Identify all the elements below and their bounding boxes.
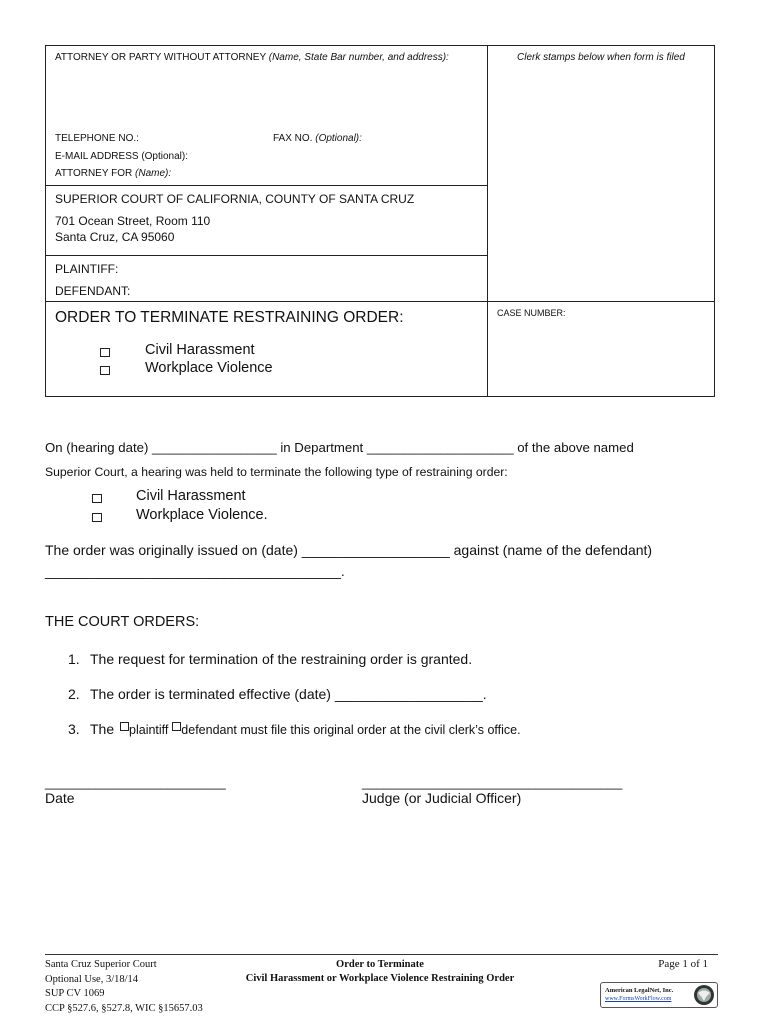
order-title: ORDER TO TERMINATE RESTRAINING ORDER: (55, 309, 404, 326)
date-signature-line[interactable]: _________________________ (45, 775, 226, 790)
divider-court (45, 185, 487, 186)
attorney-label: ATTORNEY OR PARTY WITHOUT ATTORNEY (55, 52, 266, 63)
legalnet-url[interactable]: www.FormsWorkFlow.com (605, 996, 672, 1002)
type-civil-harassment-checkbox[interactable] (92, 494, 102, 503)
email-field[interactable]: E-MAIL ADDRESS (Optional): (55, 151, 189, 162)
fax-label: FAX NO. (273, 133, 313, 144)
attorney-field[interactable] (55, 52, 449, 63)
option-civil-harassment[interactable] (100, 344, 110, 362)
hearing-line-2: Superior Court, a hearing was held to terminate the following type of restraining order: (45, 465, 508, 479)
option-civil-harassment-label: Civil Harassment (145, 342, 255, 358)
issued-line-2[interactable]: ______________________________________. (45, 563, 345, 579)
type-workplace-violence[interactable] (92, 509, 102, 527)
plaintiff-field[interactable]: PLAINTIFF: (55, 262, 119, 276)
hearing-line[interactable]: On (hearing date) _________________ in Department ____________________ of the above named (45, 440, 634, 455)
court-address-line1: 701 Ocean Street, Room 110 (55, 214, 211, 228)
option-workplace-violence-label: Workplace Violence (145, 360, 273, 376)
item1-text: The request for termination of the restraining order is granted. (90, 651, 473, 667)
judge-signature-line[interactable]: ____________________________________ (362, 775, 623, 790)
defendant-checkbox[interactable] (172, 722, 181, 731)
footer-form-number: SUP CV 1069 (45, 988, 105, 999)
plaintiff-checkbox[interactable] (120, 722, 129, 731)
civil-harassment-checkbox[interactable] (100, 348, 110, 357)
type-civil-harassment-label: Civil Harassment (136, 488, 246, 504)
footer-title: Order to Terminate (336, 959, 424, 970)
attorney-for-note: (Name): (135, 168, 172, 179)
caption-divider (487, 45, 488, 397)
type-civil-harassment[interactable] (92, 490, 102, 508)
footer-optional-use: Optional Use, 3/18/14 (45, 973, 139, 985)
item3-plaintiff: plaintiff (129, 723, 169, 737)
item2-number: 2. (68, 686, 80, 702)
item2-text[interactable]: The order is terminated effective (date) ___________________. (90, 686, 487, 702)
footer-rule (45, 954, 718, 955)
option-workplace-violence[interactable] (100, 362, 110, 380)
legalnet-badge[interactable] (600, 982, 718, 1008)
footer-court: Santa Cruz Superior Court (45, 959, 157, 970)
issued-line[interactable]: The order was originally issued on (date) ___________________ against (name of the defendant) (45, 542, 653, 558)
clerk-note: Clerk stamps below when form is filed (517, 52, 685, 63)
legalnet-logo-icon (693, 984, 715, 1006)
case-number-field[interactable]: CASE NUMBER: (497, 308, 566, 318)
item3-the: The (90, 721, 115, 737)
type-workplace-violence-label: Workplace Violence. (136, 507, 268, 523)
fax-field[interactable] (273, 133, 362, 144)
footer-subtitle: Civil Harassment or Workplace Violence Restraining Order (245, 973, 515, 984)
judge-label: Judge (or Judicial Officer) (362, 790, 522, 806)
item1-number: 1. (68, 651, 80, 667)
divider-title (45, 301, 715, 302)
footer-center (230, 958, 530, 986)
attorney-note: (Name, State Bar number, and address): (268, 52, 449, 63)
court-address-line2: Santa Cruz, CA 95060 (55, 230, 175, 244)
legalnet-name: American LegalNet, Inc. (605, 987, 674, 994)
item3-number: 3. (68, 721, 80, 737)
divider-parties (45, 255, 487, 256)
type-workplace-violence-checkbox[interactable] (92, 513, 102, 522)
footer-left (45, 958, 203, 1016)
workplace-violence-checkbox[interactable] (100, 366, 110, 375)
telephone-field[interactable]: TELEPHONE NO.: (55, 133, 139, 144)
court-orders-heading: THE COURT ORDERS: (45, 614, 200, 630)
footer-statutes: CCP §527.6, §527.8, WIC §15657.03 (45, 1002, 203, 1014)
attorney-for-field[interactable] (55, 168, 171, 179)
defendant-field[interactable]: DEFENDANT: (55, 284, 131, 298)
item3-text (90, 721, 521, 737)
page-number: Page 1 of 1 (658, 958, 708, 970)
court-name: SUPERIOR COURT OF CALIFORNIA, COUNTY OF SANTA CRUZ (55, 192, 415, 206)
fax-note: (Optional): (315, 133, 362, 144)
date-label: Date (45, 790, 75, 806)
attorney-for-label: ATTORNEY FOR (55, 168, 133, 179)
item3-defendant-text: defendant must file this original order at the civil clerk’s office. (181, 723, 521, 737)
